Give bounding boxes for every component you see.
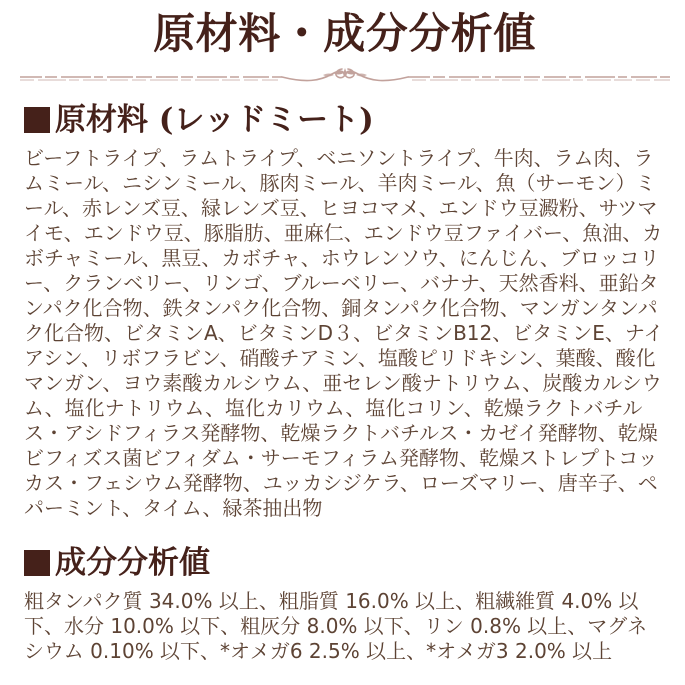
square-bullet-icon [24,107,50,133]
analysis-section [24,543,665,664]
page-title: 原材料・成分分析値 [153,9,536,58]
ingredients-heading [24,100,665,140]
ingredients-section [24,100,665,521]
analysis-text: 粗タンパク質 34.0% 以上、粗脂質 16.0% 以上、粗繊維質 4.0% 以下、水分 10.0% 以下、粗灰分 8.0% 以下、リン 0.8% 以上、マグネシウム 0.10% 以下、*オメガ6 2.5% 以上、*オメガ3 2.0% 以上 [24,589,648,663]
analysis-heading [24,543,665,583]
analysis-heading-text: 成分分析値 [55,545,210,581]
ingredients-text: ビーフトライプ、ラムトライプ、ベニソントライプ、牛肉、ラム肉、ラムミール、ニシンミール、豚肉ミール、羊肉ミール、魚（サーモン）ミール、赤レンズ豆、緑レンズ豆、ヒヨコマメ、エンドウ豆澱粉、サツマイモ、エンドウ豆、豚脂肪、亜麻仁、エンドウ豆ファイバー、魚油、カボチャミール、黒豆、カボチャ、ホウレンソウ、にんじん、ブロッコリー、クランベリー、リンゴ、ブルーベリー、バナナ、天然香料、亜鉛タンパク化合物、鉄タンパク化合物、銅タンパク化合物、マンガンタンパク化合物、ビタミンA、ビタミンD３、ビタミンB12、ビタミンE、ナイアシン、リボフラビン、硝酸チアミン、塩酸ピリドキシン、葉酸、酸化マンガン、ヨウ素酸カルシウム、亜セレン酸ナトリウム、炭酸カルシウム、塩化ナトリウム、塩化カリウム、塩化コリン、乾燥ラクトバチルス・アシドフィラス発酵物、乾燥ラクトバチルス・カゼイ発酵物、乾燥ビフィズス菌ビフィダム・サーモフィラム発酵物、乾燥ストレプトコッカス・フェシウム発酵物、ユッカシジケラ、ローズマリー、唐辛子、ペパーミント、タイム、緑茶抽出物 [24,146,664,520]
ornamental-divider [24,64,665,88]
square-bullet-icon [24,550,50,576]
ingredients-heading-text: 原材料 (レッドミート) [55,102,374,138]
flourish-divider-icon [20,64,670,88]
